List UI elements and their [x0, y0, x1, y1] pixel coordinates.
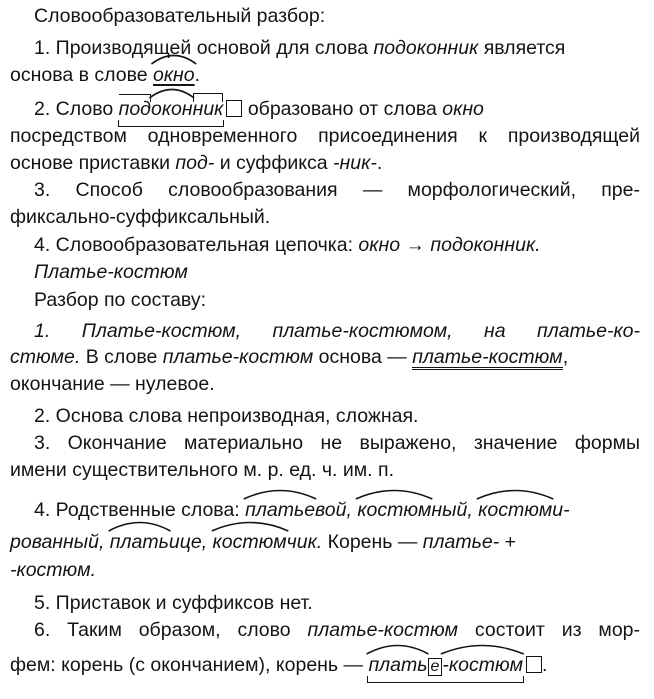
q6-line1 [0, 617, 654, 643]
root-mark: костюм [478, 497, 552, 523]
root-arc-icon [211, 520, 289, 532]
prefix-mark: под [118, 98, 151, 120]
term: платье- [422, 531, 500, 553]
root-arc-icon [108, 520, 171, 532]
root-arc-icon [440, 643, 525, 655]
text: + [499, 531, 517, 553]
text: основе приставки [10, 152, 176, 174]
q3-line1: 3. Окончание материально не выражено, значение формы [34, 432, 640, 454]
p2-line2: посредством одновременного присоединения к производящей [10, 125, 640, 147]
term: под- [175, 152, 215, 174]
root-mark: костюм [213, 529, 287, 555]
base-word: окно [153, 62, 195, 88]
morph-word [368, 652, 523, 678]
p3-line1: 3. Способ словообразования — морфологический, пре- [34, 179, 640, 201]
term: платье-костюм [307, 619, 459, 641]
q1-line1: 1. Платье-костюм, платье-костюмом, на платье-ко- [34, 320, 640, 342]
p3-line2: фиксально-суффиксальный. [10, 206, 271, 228]
text: является [478, 37, 566, 59]
text: и суффикса [214, 152, 334, 174]
text: 4. Родственные слова: [34, 499, 246, 521]
p2-line1 [0, 96, 654, 122]
root-mark: -костюм [442, 652, 523, 678]
text: . [542, 654, 548, 676]
null-ending-box-icon [526, 656, 542, 673]
root-mark: плать [110, 529, 169, 555]
related-word: рованный, [10, 531, 105, 553]
q5-line: 5. Приставок и суффиксов нет. [34, 592, 313, 614]
root-arc-icon [366, 643, 429, 655]
root-mark: окон [151, 96, 193, 122]
suffix-mark: ник [192, 98, 224, 120]
text: образовано от слова [242, 98, 443, 120]
term: подоконник [373, 37, 479, 59]
text: 4. Словообразовательная цепочка: [34, 234, 359, 256]
related-word: платьице, [110, 531, 207, 553]
q2-line: 2. Основа слова непроизводная, сложная. [34, 405, 419, 427]
root-arc-icon [355, 488, 433, 500]
p1-line2 [0, 62, 654, 88]
root-arc-icon [476, 488, 554, 500]
p1-line1 [0, 35, 654, 61]
q4-line3: -костюм. [10, 559, 96, 581]
term: платье-костюм [162, 346, 314, 368]
q4-line2 [0, 529, 654, 555]
root-mark: платье [245, 497, 315, 523]
text: , [562, 346, 569, 368]
stem-underlined: платье-костюм [412, 346, 563, 368]
text: 2. Слово [34, 98, 119, 120]
root-arc-icon [149, 87, 195, 99]
related-word: костюмный, [357, 499, 472, 521]
related-word: костюмчик. [213, 531, 323, 553]
q3-line2: имени существительного м. р. ед. ч. им. п. [10, 459, 394, 481]
subtitle-2: Разбор по составу: [34, 289, 207, 311]
p4-line [0, 232, 654, 258]
section-title: Словообразовательный разбор: [34, 5, 326, 27]
heading-2: Платье-костюм [34, 261, 188, 283]
text: . [194, 64, 201, 86]
root-arc-icon [151, 53, 197, 65]
text: основа в слове [10, 64, 153, 86]
related-word: платьевой, [245, 499, 352, 521]
q6-line2 [0, 652, 654, 678]
root-arc-icon [243, 488, 317, 500]
text: основа — [313, 346, 413, 368]
text: 1. Производящей основой для слова [34, 37, 374, 59]
morph-word [119, 96, 224, 122]
term: стюме. [10, 346, 81, 368]
ending-box: е [428, 658, 443, 676]
null-ending-box-icon [226, 100, 242, 117]
text: Корень — [322, 531, 423, 553]
q4-line1 [0, 497, 654, 523]
q1-line2 [0, 344, 654, 370]
text: состоит из мор- [458, 619, 640, 641]
related-word: костюми- [478, 499, 569, 521]
p2-line3 [0, 150, 654, 176]
term: окно [442, 98, 484, 120]
q1-line3: окончание — нулевое. [10, 373, 215, 395]
root-mark: костюм [357, 497, 431, 523]
root-mark: плать [368, 652, 427, 678]
text: фем: корень (с окончанием), корень — [10, 654, 369, 676]
term: окно → подоконник. [358, 234, 541, 256]
term: -ник- [333, 152, 377, 174]
text: . [376, 152, 383, 174]
text: 6. Таким образом, слово [34, 619, 308, 641]
text: В слове [80, 346, 163, 368]
